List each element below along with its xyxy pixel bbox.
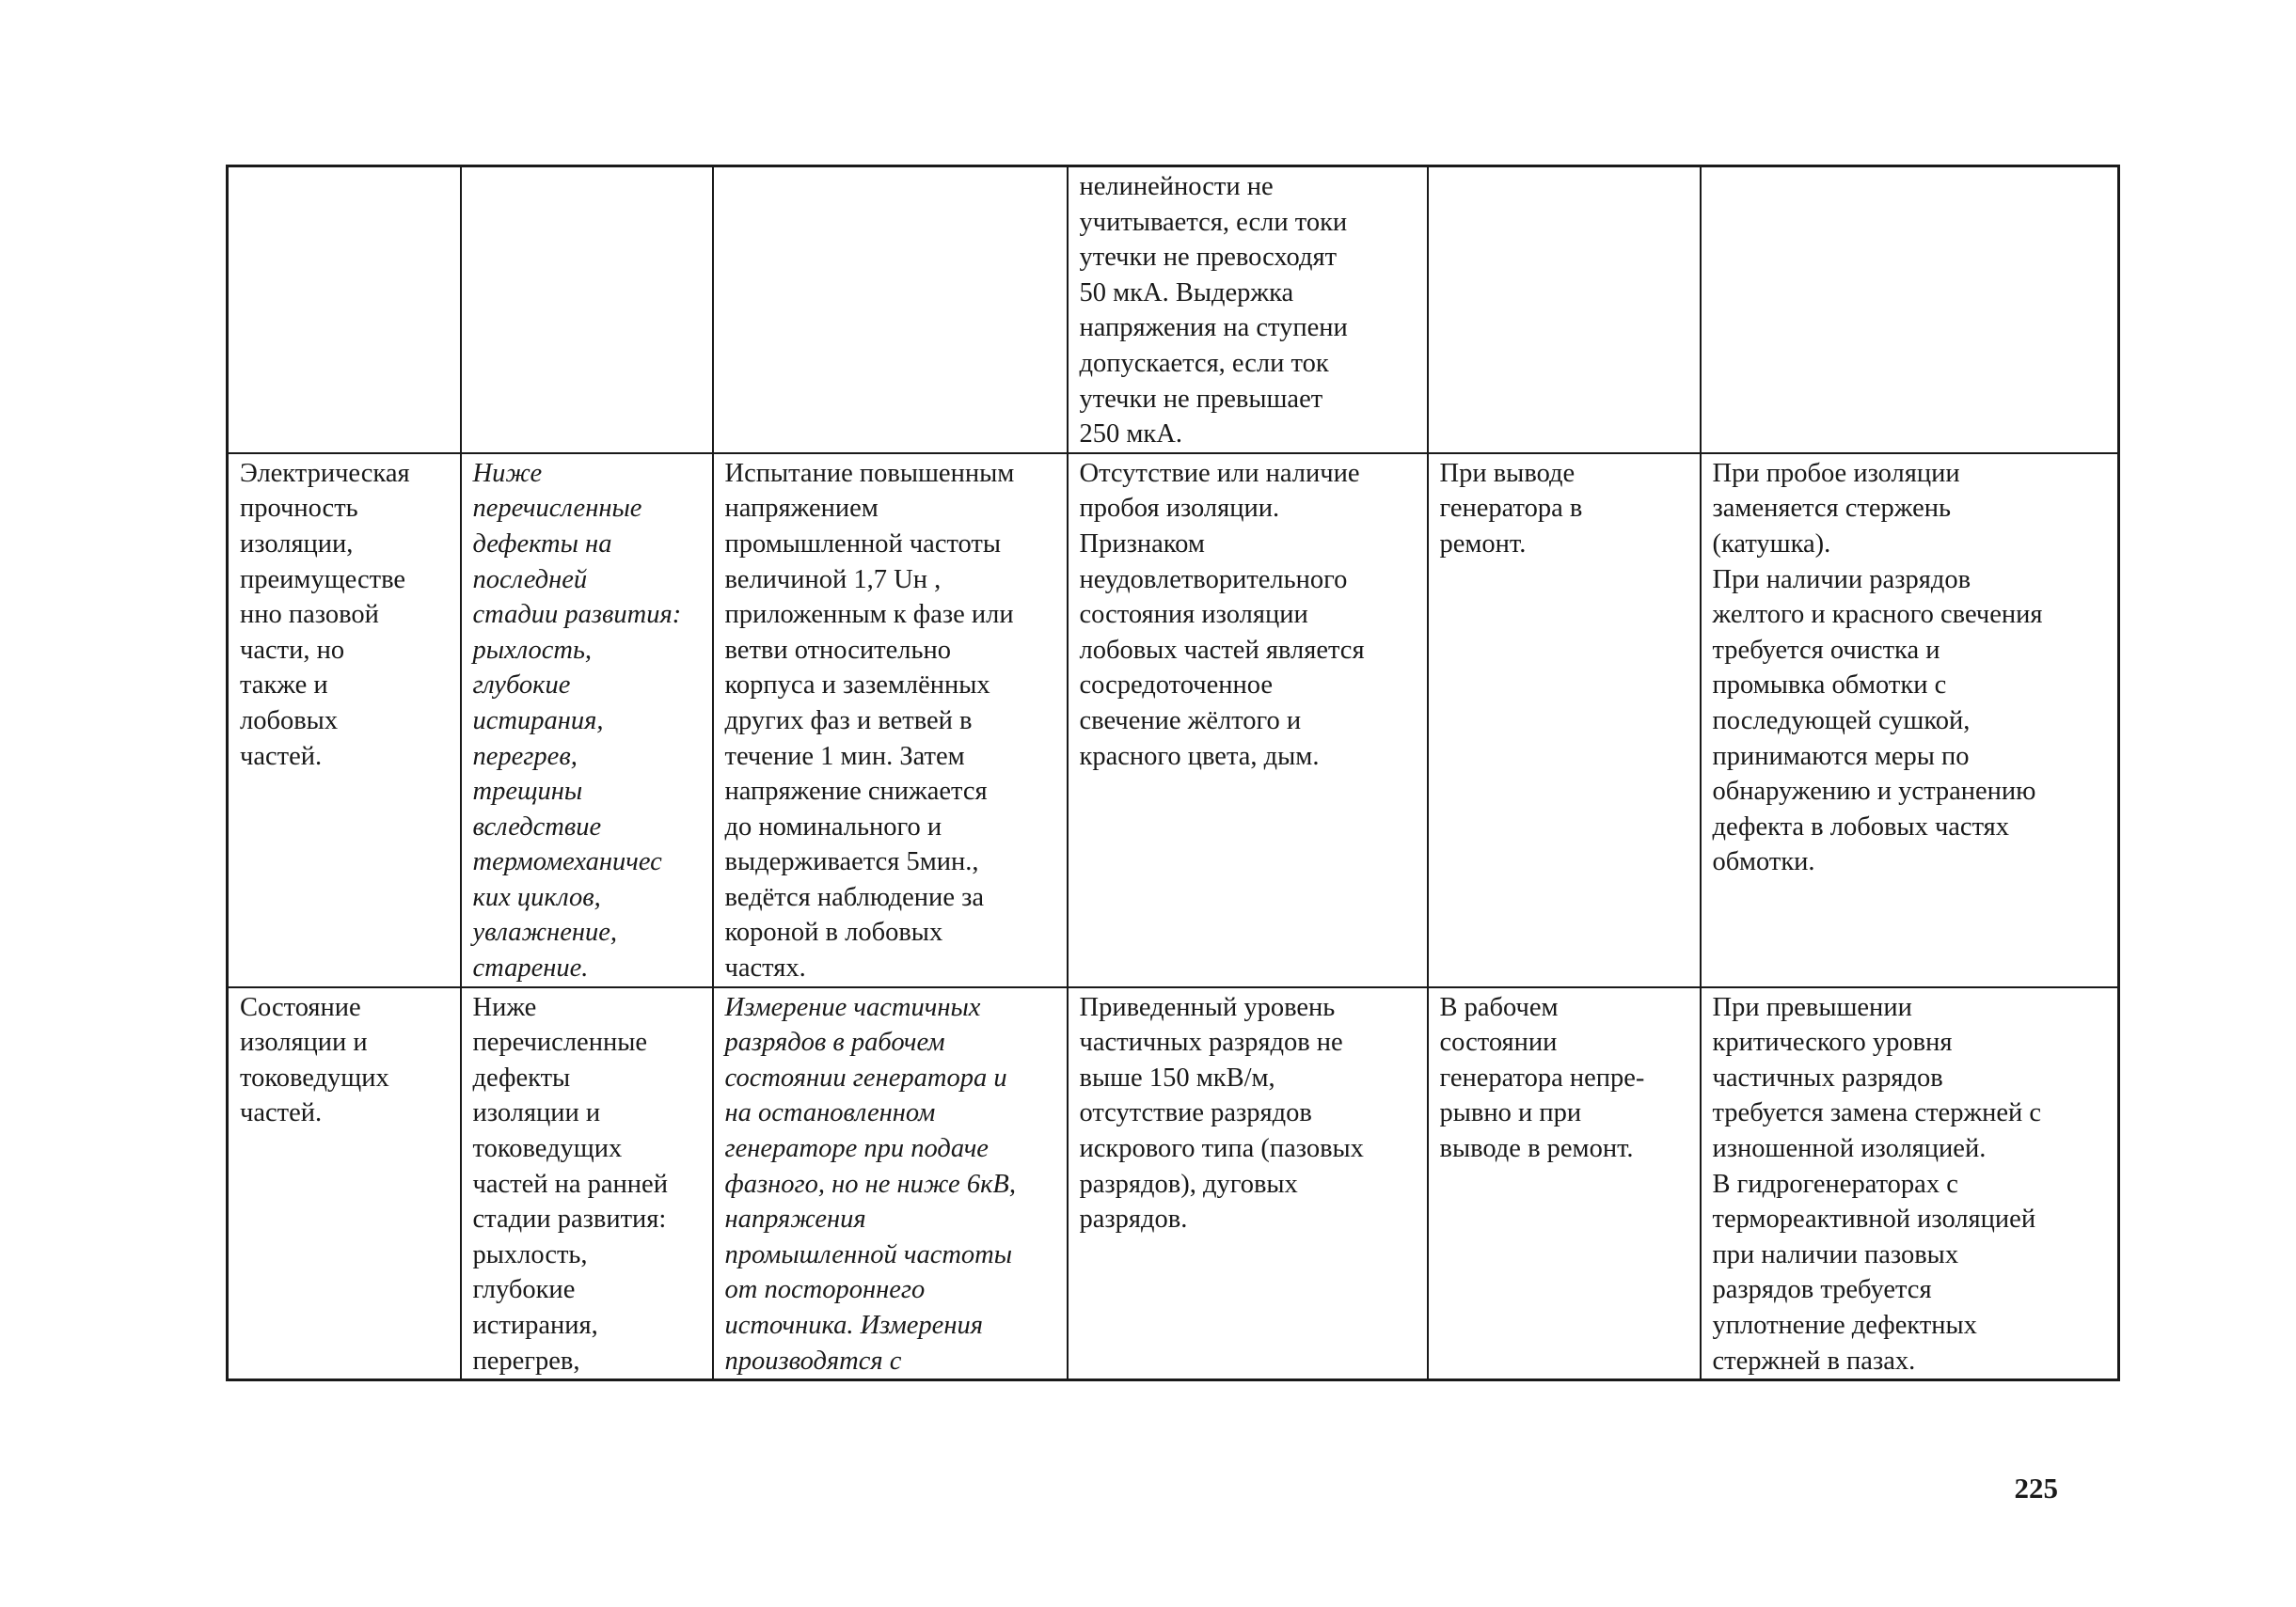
table-cell-criteria: нелинейности не учитывается, если токи утечки не превосходят 50 мкА. Выдержка напряжения на ступени допускается, если ток утечки не превышает 250 мкА. <box>1068 166 1428 453</box>
page-number: 225 <box>2014 1472 2058 1505</box>
table-row <box>228 166 2119 453</box>
inspection-table <box>226 165 2120 1381</box>
table-cell-method: Измерение частичных разрядов в рабочем состоянии генератора и на остановленном генераторе при подаче фазного, но не ниже 6кВ, напряжения промышленной частоты от постороннего источника. Измерения производятся с <box>713 987 1068 1380</box>
table-cell-actions: При превышении критического уровня частичных разрядов требуется замена стержней с изношенной изоляцией. В гидрогенераторах с термореактивной изоляцией при наличии пазовых разрядов требуется уплотнение дефектных стержней в пазах. <box>1701 987 2119 1380</box>
table-cell-defects <box>461 166 713 453</box>
table-cell-defects: Ниже перечисленные дефекты на последней стадии развития: рыхлость, глубокие истирания, перегрев, трещины вследствие термомеханичес ких циклов, увлажнение, старение. <box>461 453 713 987</box>
table-cell-frequency: В рабочем состоянии генератора непре- рывно и при выводе в ремонт. <box>1428 987 1701 1380</box>
table-row <box>228 453 2119 987</box>
table-cell-parameter: Состояние изоляции и токоведущих частей. <box>228 987 461 1380</box>
table-cell-actions: При пробое изоляции заменяется стержень (катушка). При наличии разрядов желтого и красного свечения требуется очистка и промывка обмотки с последующей сушкой, принимаются меры по обнаружению и устранению дефекта в лобовых частях обмотки. <box>1701 453 2119 987</box>
table-cell-method: Испытание повышенным напряжением промышленной частоты величиной 1,7 Uн , приложенным к фазе или ветви относительно корпуса и заземлённых других фаз и ветвей в течение 1 мин. Затем напряжение снижается до номинального и выдерживается 5мин., ведётся наблюдение за короной в лобовых частях. <box>713 453 1068 987</box>
table-cell-actions <box>1701 166 2119 453</box>
table-row <box>228 987 2119 1380</box>
table-cell-parameter <box>228 166 461 453</box>
table-cell-frequency: При выводе генератора в ремонт. <box>1428 453 1701 987</box>
table-cell-criteria: Приведенный уровень частичных разрядов не выше 150 мкВ/м, отсутствие разрядов искрового типа (пазовых разрядов), дуговых разрядов. <box>1068 987 1428 1380</box>
table-cell-defects: Ниже перечисленные дефекты изоляции и токоведущих частей на ранней стадии развития: рыхлость, глубокие истирания, перегрев, <box>461 987 713 1380</box>
table-cell-criteria: Отсутствие или наличие пробоя изоляции. Признаком неудовлетворительного состояния изоляции лобовых частей является сосредоточенное свечение жёлтого и красного цвета, дым. <box>1068 453 1428 987</box>
table-cell-method <box>713 166 1068 453</box>
table-cell-parameter: Электрическая прочность изоляции, преимуществе нно пазовой части, но также и лобовых частей. <box>228 453 461 987</box>
table-cell-frequency <box>1428 166 1701 453</box>
